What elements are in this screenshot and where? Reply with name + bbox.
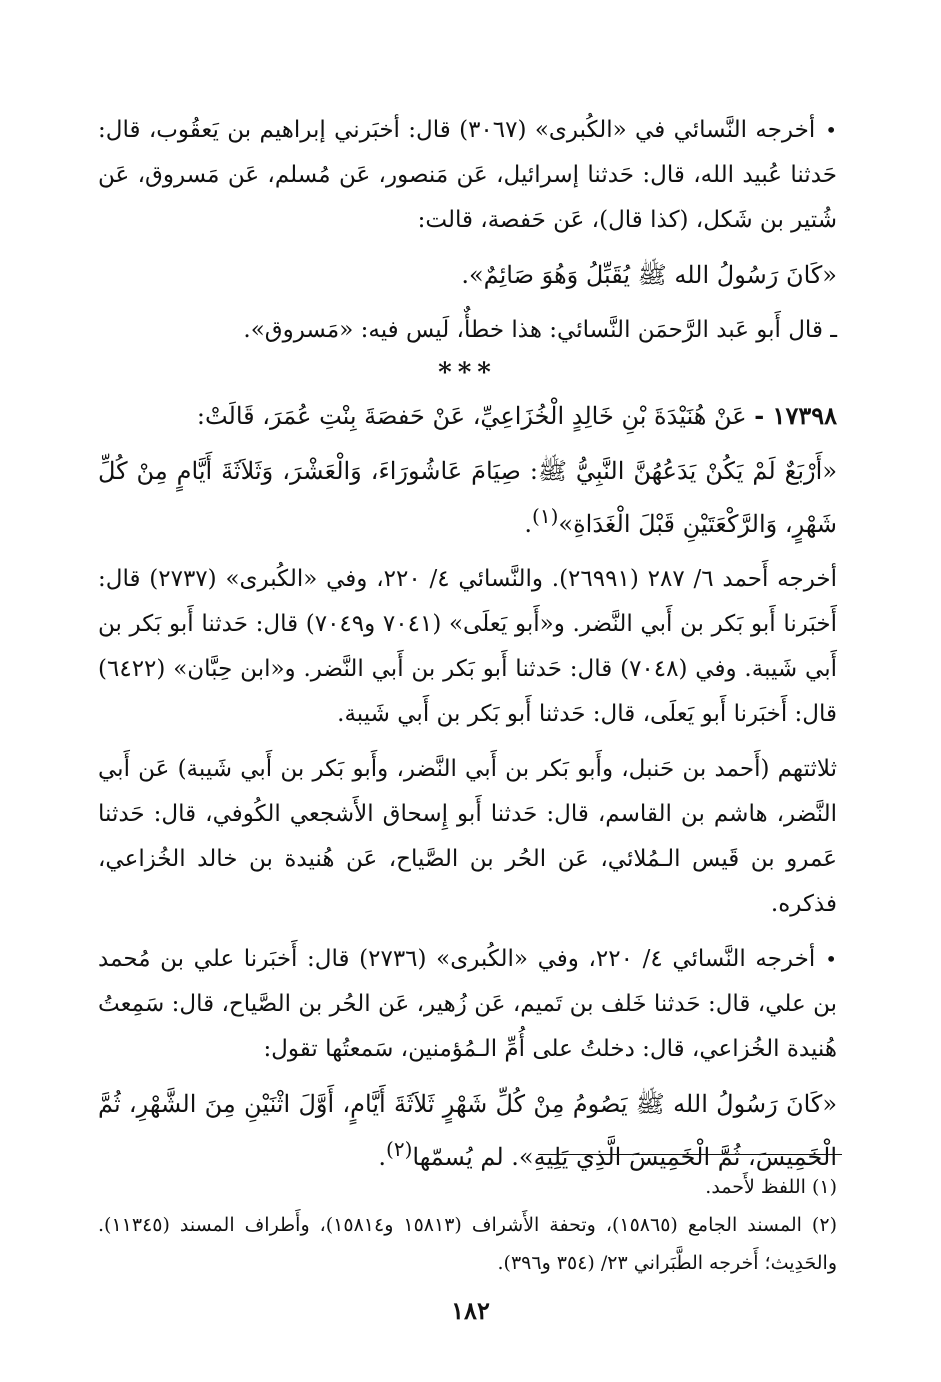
section-separator: *** bbox=[438, 358, 497, 388]
entry-2-paragraph-1: أخرجه أَحمد ٦/ ٢٨٧ (٢٦٩٩١). والنَّسائي ٤/ ٢٢٠، وفي «الكُبرى» (٢٧٣٧) قال: أَخبَرنا أَبو بَكر بن أَبي النَّضر. و«أَبو يَعلَى» (٧٠٤١ و٧٠٤٩) قال: حَدثنا أَبو بَكر بن أَبي شَيبة. وفي (٧٠٤٨) قال: حَدثنا أَبو بَكر بن أَبي النَّضر. و«ابن حِبَّان» (٦٤٢٢) قال: أَخبَرنا أَبو يَعلَى، قال: حَدثنا أَبو بَكر بن أَبي شَيبة. bbox=[98, 566, 838, 727]
bullet: • bbox=[825, 947, 838, 971]
hadith-text-2: «كَانَ رَسُولُ الله ﷺ يَصُومُ مِنْ كُلِّ شَهْرٍ ثَلاَثَةَ أَيَّامٍ، أَوَّلَ اثْنَيْنِ مِنَ الشَّهْرِ، ثُمَّ الْخَمِيسَ، ثُمَّ الْخَمِيسَ الَّذِي يَلِيهِ». لم يُسمّها bbox=[98, 1090, 837, 1171]
entry-2-hadith: «أَرْبَعٌ لَمْ يَكُنْ يَدَعُهُنَّ النَّبِيُّ ﷺ: صِيَامَ عَاشُورَاءَ، وَالْعَشْرَ، وَثَلاَثَةَ أَيَّامٍ مِنْ كُلِّ شَهْرٍ، وَالرَّكْعَتَيْنِ قَبْلَ الْغَدَاةِ»$^{(١)}$. bbox=[98, 457, 837, 538]
entry-2-text: أخرجه النَّسائي ٤/ ٢٢٠، وفي «الكُبرى» (٢٧٣٦) قال: أَخبَرنا علي بن مُحمد بن علي، قال: حَدثنا خَلف بن تَميم، عَن زُهير، عَن الحُر بن الصَّياح، قال: سَمِعتُ هُنيدة الخُزاعي، قال: دخلتُ على أُمِّ الـمُؤمنين، سَمعتُها تقول: bbox=[98, 946, 837, 1062]
hadith-chain: عَنْ هُنَيْدَةَ بْنِ خَالِدٍ الْخُزَاعِيِّ، عَنْ حَفصَةَ بِنْتِ عُمَرَ، قَالَتْ: bbox=[196, 402, 747, 430]
footnotes bbox=[98, 1168, 837, 1282]
hadith-text: «أَرْبَعٌ لَمْ يَكُنْ يَدَعُهُنَّ النَّبِيُّ ﷺ: صِيَامَ عَاشُورَاءَ، وَالْعَشْرَ، وَثَلاَثَةَ أَيَّامٍ مِنْ كُلِّ شَهْرٍ، وَالرَّكْعَتَيْنِ قَبْلَ الْغَدَاةِ» bbox=[98, 457, 837, 538]
footnote-ref-1: (١) bbox=[532, 504, 559, 528]
bullet: • bbox=[825, 118, 838, 142]
entry-2-heading bbox=[98, 393, 837, 439]
entry-2-paragraph-2: ثلاثتهم (أَحمد بن حَنبل، وأَبو بَكر بن أَبي النَّضر، وأَبو بَكر بن أَبي شَيبة) عَن أَبي النَّضر، هاشم بن القاسم، قال: حَدثنا أَبو إِسحاق الأَشجعي الكُوفي، قال: حَدثنا عَمرو بن قَيس الـمُلائي، عَن الحُر بن الصَّياح، عَن هُنيدة بن خالد الخُزاعي، فذكره. bbox=[98, 756, 837, 917]
entry-2-hadith-2 bbox=[98, 1082, 837, 1180]
entry-1-hadith: «كَانَ رَسُولُ الله ﷺ يُقَبِّلُ وَهُوَ صَائِمٌ». bbox=[461, 261, 837, 289]
footnote-2: (٢) المسند الجامع (١٥٨٦٥)، وتحفة الأَشراف (١٥٨١٣ و١٥٨١٤)، وأَطراف المسند (١١٣٤٥). والحَدِيث؛ أَخرجه الطَّبَراني ٢٣/ (٣٥٤ و٣٩٦). bbox=[98, 1214, 837, 1274]
hadith-2-end: . bbox=[378, 1143, 387, 1171]
entry-1-text: أخرجه النَّسائي في «الكُبرى» (٣٠٦٧) قال: أخبَرني إبراهيم بن يَعقُوب، قال: حَدثنا عُبيد الله، قال: حَدثنا إسرائيل، عَن مَنصور، عَن مُسلم، عَن مَسروق، عَن شُتير بن شَكل، (كذا قال)، عَن حَفصة، قالت: bbox=[98, 117, 837, 233]
hadith-number: ١٧٣٩٨ - bbox=[754, 401, 837, 430]
footnote-1: (١) اللفظ لأَحمد. bbox=[705, 1176, 837, 1198]
footnote-divider bbox=[538, 1154, 842, 1155]
footnote-ref-2: (٢) bbox=[386, 1137, 413, 1161]
entry-1-paragraph-1 bbox=[98, 108, 837, 243]
entry-1-note: ـ قال أَبو عَبد الرَّحمَن النَّسائي: هذا خطأٌ، لَيس فيه: «مَسروق». bbox=[243, 317, 837, 343]
page-number: ١٨٢ bbox=[451, 1296, 490, 1325]
entry-2-paragraph-3 bbox=[98, 937, 837, 1072]
